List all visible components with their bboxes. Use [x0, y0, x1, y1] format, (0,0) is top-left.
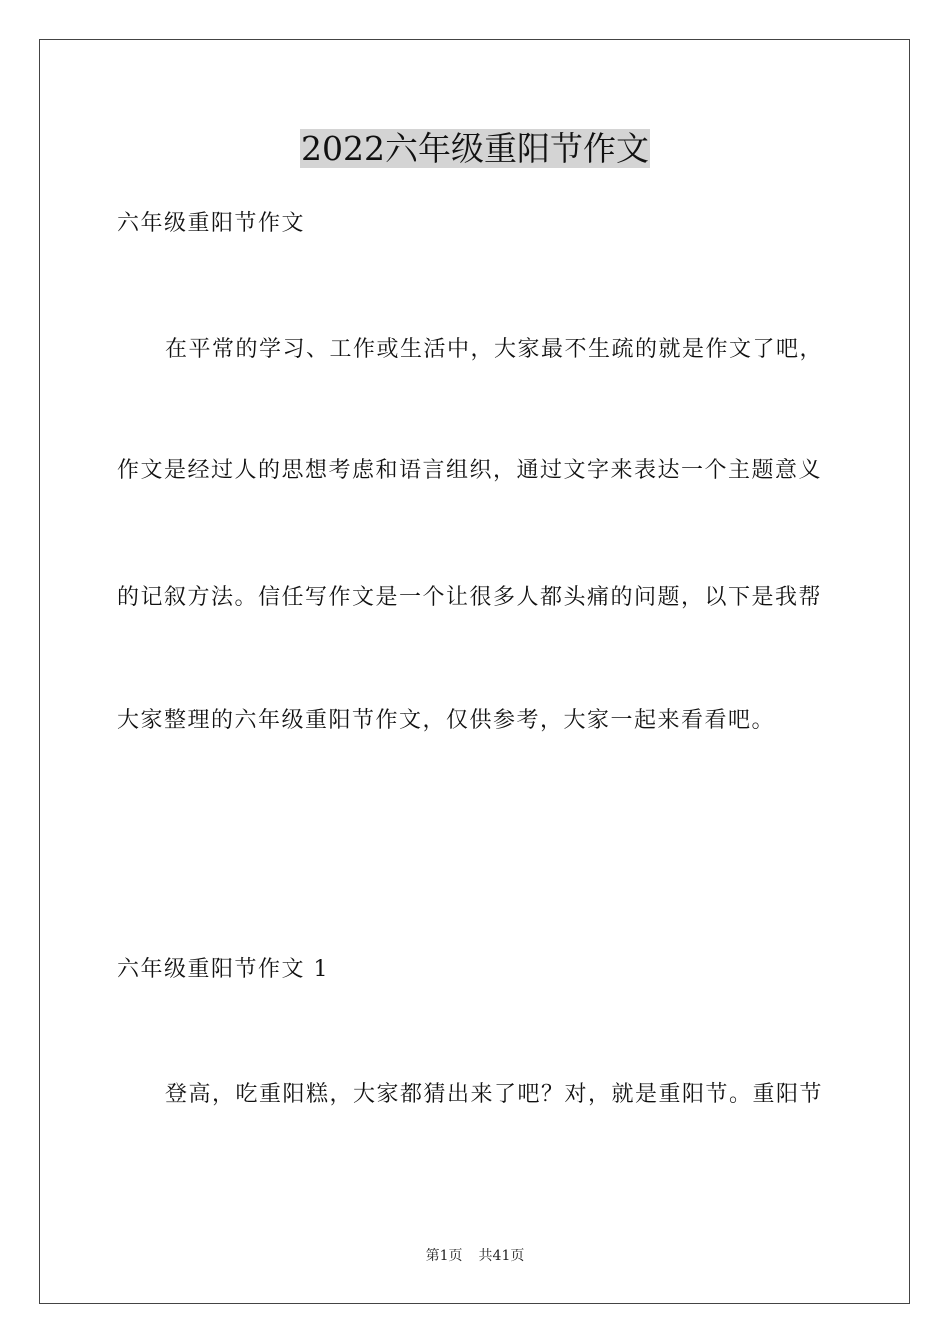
intro-line-2: 作文是经过人的思想考虑和语言组织，通过文字来表达一个主题意义	[117, 458, 823, 483]
intro-line-3: 的记叙方法。信任写作文是一个让很多人都头痛的问题，以下是我帮	[117, 585, 823, 610]
page-number: 第1页	[425, 1248, 463, 1264]
title-text: 2022六年级重阳节作文	[301, 129, 649, 168]
section-heading: 六年级重阳节作文 1	[117, 957, 329, 982]
intro-line-4: 大家整理的六年级重阳节作文，仅供参考，大家一起来看看吧。	[117, 708, 776, 733]
subtitle: 六年级重阳节作文	[117, 211, 306, 236]
intro-line-1: 在平常的学习、工作或生活中，大家最不生疏的就是作文了吧，	[165, 337, 824, 362]
page-footer	[0, 1247, 950, 1265]
document-title	[0, 128, 950, 170]
section-line-1: 登高，吃重阳糕，大家都猜出来了吧？对，就是重阳节。重阳节	[165, 1082, 824, 1107]
total-pages: 共41页	[478, 1248, 525, 1264]
